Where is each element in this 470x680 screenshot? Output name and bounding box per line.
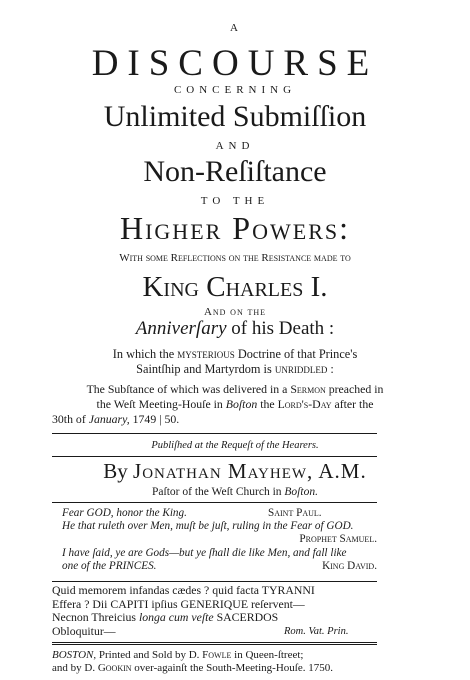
epigraph-2-attr: Rom. Vat. Prin. — [284, 625, 349, 637]
substance-b: preached in — [328, 382, 384, 396]
epigraph-1-line-3 — [52, 533, 377, 546]
meeting-b: the — [260, 397, 275, 411]
anniversary-word: Anniverſary — [135, 318, 227, 339]
imprint-line-2 — [52, 662, 377, 675]
author-by: By — [103, 459, 128, 483]
meeting-lords: Lord's-Day — [277, 397, 332, 411]
epigraph-1-line-4: I have ſaid, ye are Gods—but ye ſhall die like Men, and fall like — [62, 546, 347, 559]
title-anniversary — [0, 318, 470, 340]
epigraph-1-line-1 — [52, 507, 377, 520]
title-a: A — [230, 22, 240, 34]
epigraph-2-line-3-c: SACERDOS — [216, 610, 279, 624]
epigraph-2-line-4-text: Obloquitur— — [52, 623, 116, 638]
meeting-boston: Boſton — [225, 397, 258, 411]
title-non-resistance: Non-Reſiſtance — [143, 155, 327, 188]
epigraph-1-attr-paul: Saint Paul. — [268, 507, 322, 519]
title-to-the: TO THE — [200, 195, 270, 207]
rule-4 — [52, 581, 377, 582]
epigraph-1-attr-david: King David. — [322, 559, 377, 572]
subtitle-reflections — [0, 252, 470, 264]
epigraph-2-line-3-b: longa cum veſte — [138, 610, 214, 624]
imprint-boston: BOSTON, — [52, 649, 97, 661]
meeting-c: after the — [334, 397, 374, 411]
king-charles-text: King Charles I. — [142, 271, 328, 303]
epigraph-1-line-1-text: Fear GOD, honor the King. — [62, 507, 187, 519]
date-january: January, — [88, 412, 130, 426]
rule-3 — [52, 502, 377, 503]
author-line — [0, 458, 470, 484]
mysterious-b: Doctrine of that Prince's — [237, 347, 358, 361]
reflections-text: With ſome Reflections on the Resistance made to — [119, 252, 351, 264]
pastor-a: Paſtor of the Weſt Church in — [152, 486, 282, 498]
substance-a: The Subſtance of which was delivered in a — [86, 382, 288, 396]
line-saintship — [0, 362, 470, 377]
imprint-line-1-b: in Queen-ſtreet; — [234, 649, 304, 661]
imprint-line-2-b: over-againſt the South-Meeting-Houſe. 1750. — [134, 662, 333, 674]
title-concerning: CONCERNING — [173, 84, 297, 96]
rule-2 — [52, 456, 377, 457]
line-meeting — [0, 397, 470, 411]
epigraph-1-line-2: He that ruleth over Men, muſt be juſt, ruling in the Fear of GOD. — [62, 520, 354, 533]
imprint-gookin: Gookin — [97, 662, 132, 674]
epigraph-1-attr-samuel: Prophet Samuel. — [299, 533, 377, 546]
title-king-charles — [0, 270, 470, 304]
title-discourse: DISCOURSE — [91, 43, 379, 84]
epigraph-2-line-1: Quid memorem infandas cædes ? quid facta TYRANNI — [52, 583, 315, 597]
saintship-a: Saintſhip and Martyrdom is — [136, 362, 272, 376]
imprint — [52, 649, 377, 675]
epigraph-2-line-2: Effera ? Dii CAPITI ipſius GENERIQUE reſervent— — [52, 596, 305, 611]
line-mysterious — [0, 347, 470, 362]
epigraph-2-line-3-a: Necnon Threicius — [52, 610, 136, 624]
pastor-boston: Boſton. — [284, 486, 318, 498]
imprint-line-1 — [52, 649, 377, 662]
line-substance — [0, 382, 470, 396]
author-name: Jonathan Mayhew, A.M. — [133, 459, 367, 483]
anniversary-rest: of his Death : — [226, 318, 335, 339]
pastor-line — [0, 486, 470, 498]
title-higher-powers: Higher Powers: — [119, 210, 350, 246]
date-a: 30th of — [52, 412, 86, 426]
epigraph-2-line-4 — [52, 625, 377, 639]
substance-sermon: Sermon — [290, 382, 326, 396]
title-unlimited-submission: Unlimited Submiſſion — [103, 100, 367, 133]
saintship-b: : — [330, 362, 334, 376]
mysterious-a: In which the — [112, 347, 175, 361]
epigraph-2-line-3 — [52, 611, 377, 625]
imprint-line-2-a: and by D. — [52, 662, 96, 674]
epigraph-1-line-5 — [52, 560, 377, 573]
rule-1 — [52, 433, 377, 434]
imprint-fowle: Fowle — [202, 649, 232, 661]
title-and: AND — [215, 140, 255, 152]
epigraph-1 — [52, 507, 377, 573]
mysterious-sc: mysterious — [177, 347, 235, 361]
imprint-line-1-a: Printed and Sold by D. — [98, 649, 200, 661]
epigraph-1-line-5-text: one of the PRINCES. — [62, 559, 157, 572]
rule-5 — [52, 642, 377, 645]
saintship-sc: unriddled — [274, 362, 328, 376]
meeting-a: the Weſt Meeting-Houſe in — [96, 397, 223, 411]
date-b: 1749 | 50. — [132, 412, 180, 426]
line-date — [52, 412, 377, 426]
published-line: Publiſhed at the Requeſt of the Hearers. — [151, 440, 319, 451]
epigraph-2 — [52, 584, 377, 638]
subtitle-and-on-the: And on the — [203, 306, 267, 318]
